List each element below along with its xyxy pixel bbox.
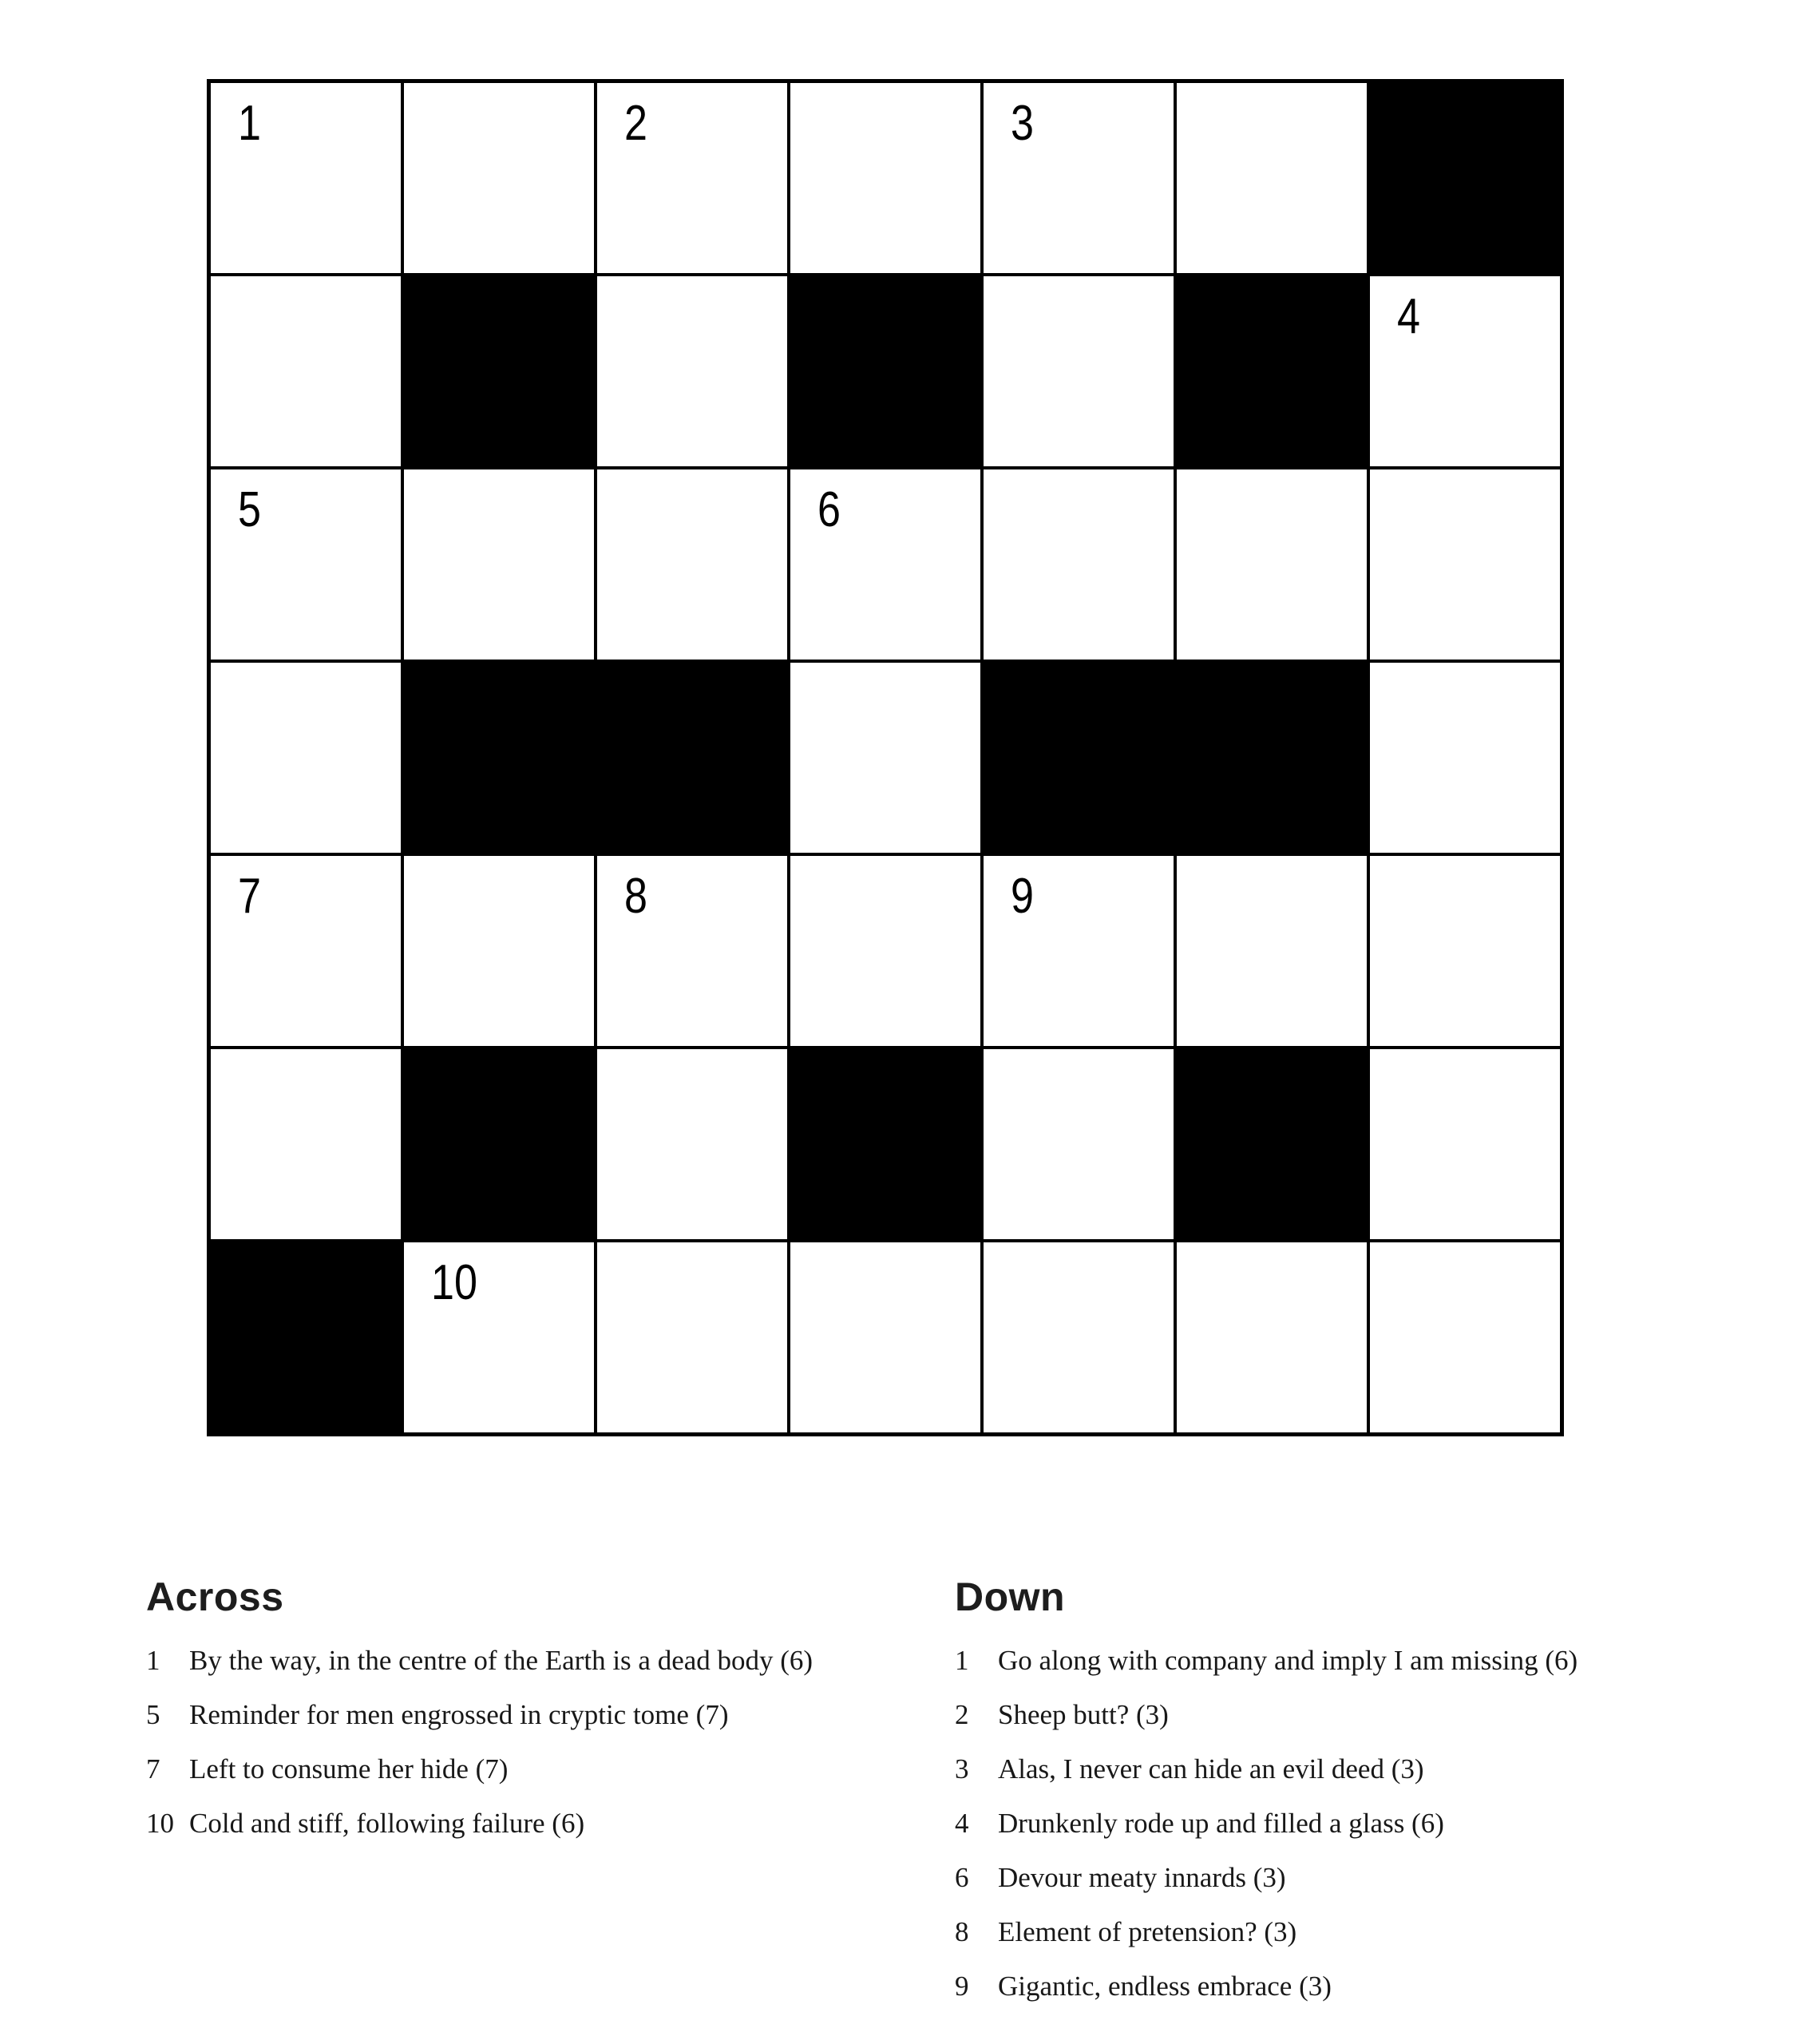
grid-cell[interactable]: [982, 1241, 1175, 1434]
grid-cell[interactable]: [1175, 81, 1368, 275]
clue-number: 2: [955, 1699, 969, 1730]
grid-cell[interactable]: [1368, 661, 1562, 854]
grid-cell[interactable]: [209, 661, 402, 854]
grid-cell[interactable]: [1368, 854, 1562, 1048]
clue-text: Drunkenly rode up and filled a glass (6): [998, 1808, 1444, 1839]
grid-cell-black: [789, 1048, 982, 1241]
grid-cell[interactable]: [402, 81, 596, 275]
grid-cell-black: [789, 275, 982, 468]
cell-number: 2: [624, 96, 647, 151]
clue-number: 10: [146, 1808, 174, 1839]
grid-cell[interactable]: [982, 81, 1175, 275]
clue-text: Reminder for men engrossed in cryptic tome (7): [189, 1699, 729, 1730]
clue-number: 7: [146, 1753, 160, 1785]
clue-number: 9: [955, 1971, 969, 2002]
grid-cell[interactable]: [596, 275, 789, 468]
grid-cell-black: [982, 661, 1175, 854]
clue-across-5: [146, 1699, 912, 1731]
across-clue-list: [146, 1575, 912, 1862]
grid-cell[interactable]: [982, 1048, 1175, 1241]
cell-number: 4: [1397, 289, 1420, 344]
grid-cell[interactable]: [982, 468, 1175, 661]
grid-cell-black: [402, 1048, 596, 1241]
grid-cell[interactable]: [1175, 854, 1368, 1048]
cell-number: 6: [817, 482, 841, 537]
clue-across-10: [146, 1808, 912, 1840]
cell-number: 1: [238, 96, 261, 151]
grid-cell-black: [209, 1241, 402, 1434]
grid-cell[interactable]: [1368, 1241, 1562, 1434]
cell-number: 8: [624, 869, 647, 924]
grid-cell[interactable]: [982, 854, 1175, 1048]
crossword-grid: [207, 79, 1564, 1436]
grid-cell[interactable]: [209, 81, 402, 275]
grid-cell[interactable]: [402, 854, 596, 1048]
across-heading: Across: [146, 1575, 284, 1619]
clue-text: Element of pretension? (3): [998, 1916, 1297, 1947]
grid-cell[interactable]: [982, 275, 1175, 468]
cell-number: 7: [238, 869, 261, 924]
cell-number: 3: [1011, 96, 1034, 151]
grid-cell-black: [402, 661, 596, 854]
grid-cell[interactable]: [596, 81, 789, 275]
clue-down-8: [955, 1916, 1769, 1948]
grid-cell-black: [1175, 275, 1368, 468]
grid-cell[interactable]: [789, 81, 982, 275]
clue-number: 8: [955, 1916, 969, 1947]
grid-cell[interactable]: [1368, 275, 1562, 468]
grid-cell[interactable]: [209, 854, 402, 1048]
grid-cell[interactable]: [1175, 1241, 1368, 1434]
grid-cell[interactable]: [789, 1241, 982, 1434]
down-clue-list: [955, 1575, 1769, 2025]
grid-cell[interactable]: [209, 468, 402, 661]
clue-down-2: [955, 1699, 1769, 1731]
clue-number: 1: [146, 1645, 160, 1676]
cell-number: 9: [1011, 869, 1034, 924]
grid-cell-black: [1175, 1048, 1368, 1241]
grid-cell[interactable]: [596, 1048, 789, 1241]
grid-cell[interactable]: [1368, 468, 1562, 661]
grid-cell[interactable]: [1175, 468, 1368, 661]
clue-down-3: [955, 1753, 1769, 1785]
grid-cell-black: [596, 661, 789, 854]
grid-cell[interactable]: [402, 1241, 596, 1434]
grid-cell[interactable]: [596, 468, 789, 661]
clue-text: Devour meaty innards (3): [998, 1862, 1286, 1893]
clue-across-1: [146, 1645, 912, 1677]
clue-text: Gigantic, endless embrace (3): [998, 1971, 1332, 2002]
grid-cell[interactable]: [789, 661, 982, 854]
clue-across-7: [146, 1753, 912, 1785]
grid-cell-black: [1175, 661, 1368, 854]
cell-number: 5: [238, 482, 261, 537]
clue-text: Go along with company and imply I am missing (6): [998, 1645, 1578, 1676]
grid-cell[interactable]: [209, 1048, 402, 1241]
grid-cell-black: [402, 275, 596, 468]
grid-cell[interactable]: [1368, 1048, 1562, 1241]
clue-text: Left to consume her hide (7): [189, 1753, 509, 1785]
clue-down-4: [955, 1808, 1769, 1840]
clue-text: Cold and stiff, following failure (6): [189, 1808, 585, 1839]
clue-down-1: [955, 1645, 1769, 1677]
clue-number: 3: [955, 1753, 969, 1785]
grid-cell-black: [1368, 81, 1562, 275]
grid-cell[interactable]: [596, 1241, 789, 1434]
clue-text: Sheep butt? (3): [998, 1699, 1169, 1730]
clue-down-6: [955, 1862, 1769, 1894]
clue-number: 4: [955, 1808, 969, 1839]
grid-cell[interactable]: [596, 854, 789, 1048]
clue-number: 6: [955, 1862, 969, 1893]
clue-text: By the way, in the centre of the Earth is a dead body (6): [189, 1645, 813, 1676]
clue-down-9: [955, 1971, 1769, 2002]
down-heading: Down: [955, 1575, 1066, 1619]
clue-number: 1: [955, 1645, 969, 1676]
clue-text: Alas, I never can hide an evil deed (3): [998, 1753, 1424, 1785]
clue-number: 5: [146, 1699, 160, 1730]
grid-cell[interactable]: [209, 275, 402, 468]
grid-cell[interactable]: [789, 468, 982, 661]
cell-number: 10: [431, 1255, 477, 1310]
grid-cell[interactable]: [402, 468, 596, 661]
grid-cell[interactable]: [789, 854, 982, 1048]
